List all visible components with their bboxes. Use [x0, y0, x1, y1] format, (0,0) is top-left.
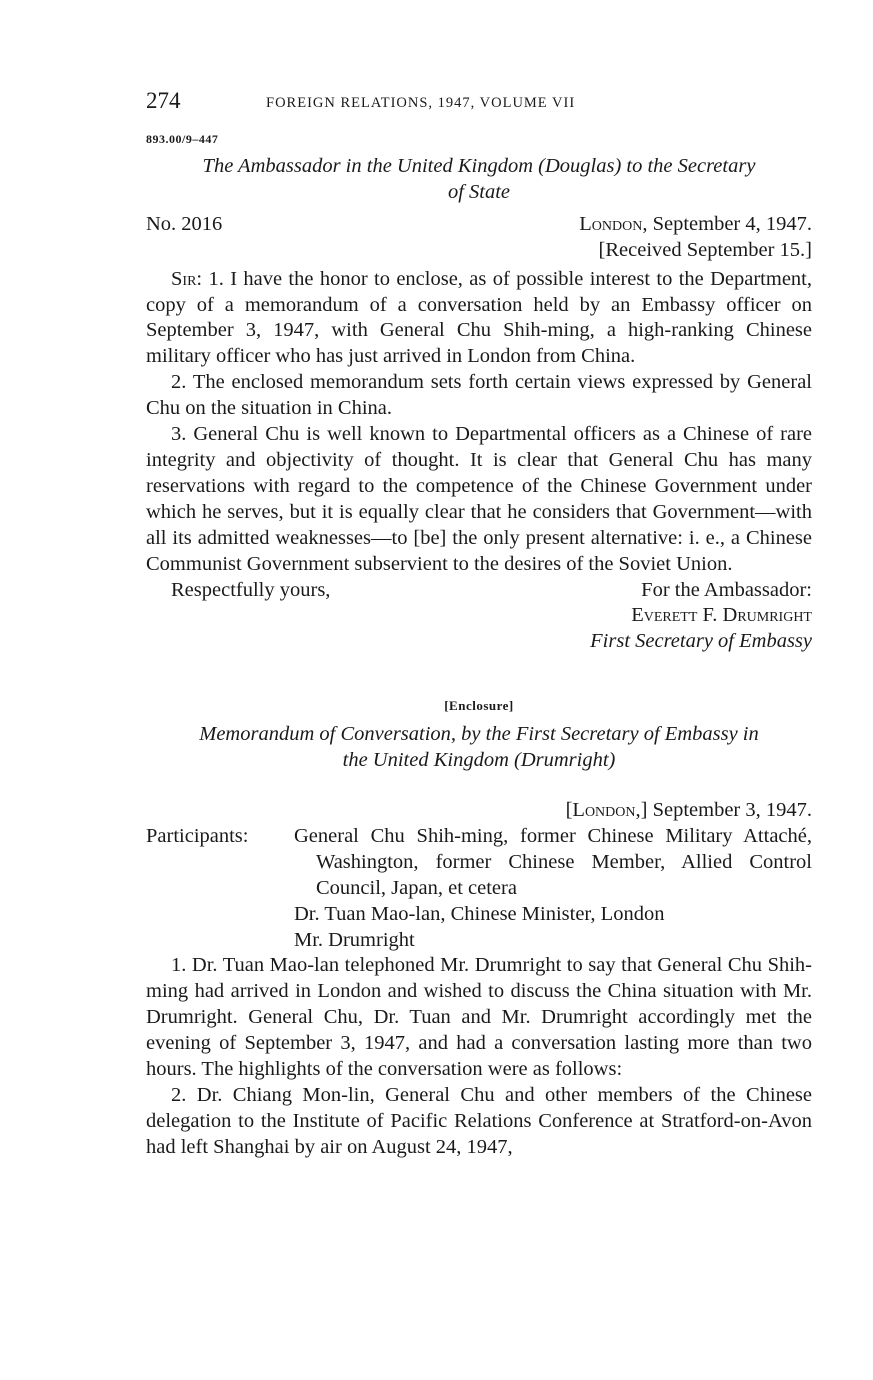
- received-note: [Received September 15.]: [598, 238, 812, 261]
- memo-date: [146, 798, 812, 824]
- closing-row: [146, 578, 812, 604]
- letter-paragraph-1-text: : 1. I have the honor to enclose, as of possible interest to the Department, copy of a memorandum of a conversation held by an Embassy officer on September 3, 1947, with General Chu Shih-ming, a high-ranking Chinese military officer who has just arrived in London from China.: [146, 267, 812, 368]
- salutation: Sir: [171, 267, 197, 290]
- page-number: 274: [146, 88, 181, 113]
- dateline: [579, 212, 812, 238]
- memo-paragraph-1: 1. Dr. Tuan Mao-lan telephoned Mr. Drumright to say that General Chu Shih-ming had arrived in London and wished to discuss the China situation with Mr. Drumright. General Chu, Dr. Tuan and Mr. Drumright accordingly met the evening of September 3, 1947, and had a conversation lasting more than two hours. The highlights of the conversation were as follows:: [146, 954, 812, 1081]
- participants-list: [294, 824, 812, 954]
- memo-paragraph-2: 2. Dr. Chiang Mon-lin, General Chu and other members of the Chinese delegation to the Institute of Pacific Relations Conference at Stratford-on-Avon had left Shanghai by air on August 24, 1947,: [146, 1084, 812, 1158]
- letter-paragraph-3: 3. General Chu is well known to Departmental officers as a Chinese of rare integrity and objectivity of thought. It is clear that General Chu has many reservations with regard to the competence of the Chinese Government under which he serves, but it is equally clear that he considers that Government—with all its admitted weaknesses—to [be] the only present alternative: i. e., a Chinese Communist Government subservient to the desires of the Soviet Union.: [146, 423, 812, 575]
- participants-label: Participants:: [146, 824, 249, 847]
- for-the-ambassador: For the Ambassador:: [641, 578, 812, 601]
- file-number: 893.00/9–447: [146, 132, 219, 146]
- dateline-date: September 4, 1947.: [647, 212, 812, 235]
- page-body: [146, 130, 812, 1161]
- memo-title-line-1: Memorandum of Conversation, by the First Secretary of Embassy in: [199, 723, 759, 746]
- signature-block: [146, 603, 812, 655]
- document-title-line-1: The Ambassador in the United Kingdom (Douglas) to the Secretary: [202, 155, 756, 177]
- memo-date-bracket: [: [565, 799, 573, 822]
- enclosure-label: [Enclosure]: [444, 698, 514, 714]
- signer-title: First Secretary of Embassy: [590, 630, 812, 653]
- dateline-place: London,: [579, 212, 648, 235]
- participant-tuan: Dr. Tuan Mao-lan, Chinese Minister, London: [294, 902, 665, 925]
- memo-title: [146, 722, 812, 774]
- dateline-row: [146, 212, 812, 238]
- document-title: [146, 154, 812, 206]
- participant-drumright: Mr. Drumright: [294, 928, 415, 951]
- running-head: FOREIGN RELATIONS, 1947, VOLUME VII: [266, 95, 576, 111]
- participant-chu: General Chu Shih-ming, former Chinese Military Attaché, Washington, former Chinese Member, Allied Control Council, Japan, et cetera: [294, 824, 812, 899]
- letter-paragraph-1: [146, 267, 812, 371]
- letter-paragraph-2: 2. The enclosed memorandum sets forth certain views expressed by General Chu on the situation in China.: [146, 371, 812, 420]
- closing: Respectfully yours,: [171, 578, 331, 601]
- page-header: [146, 88, 812, 118]
- participants: [146, 824, 812, 954]
- document-title-line-2: of State: [447, 180, 511, 203]
- signer-name: Everett F. Drumright: [631, 604, 812, 627]
- memo-date-text: ] September 3, 1947.: [640, 799, 812, 822]
- document-number: No. 2016: [146, 212, 223, 235]
- memo-title-line-2: the United Kingdom (Drumright): [342, 749, 616, 772]
- memo-date-place: London,: [572, 799, 641, 822]
